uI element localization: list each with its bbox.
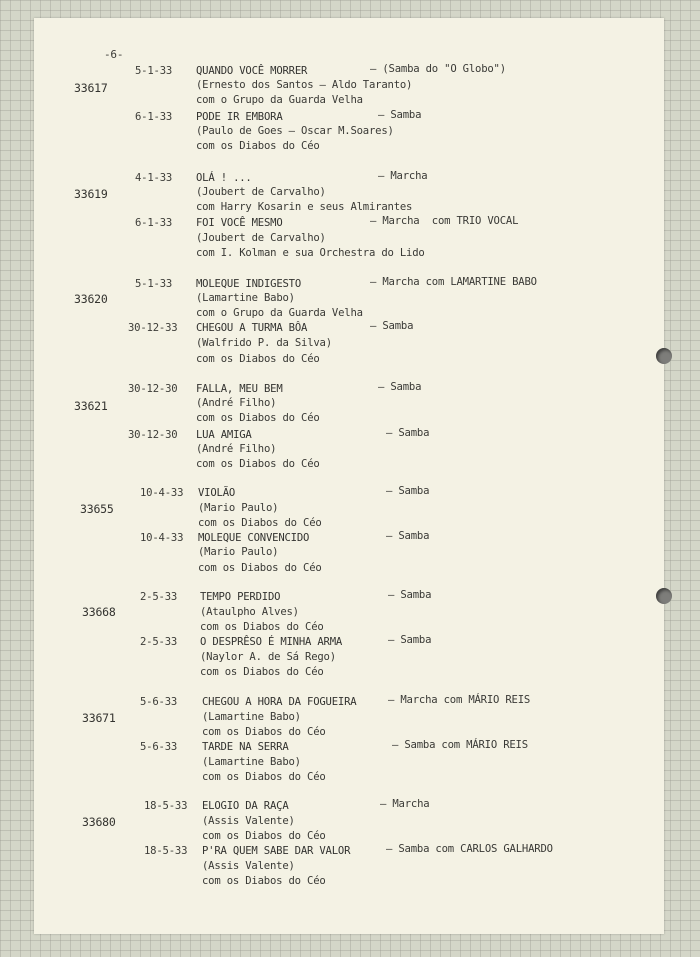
song-genre: – Samba [378, 109, 422, 121]
punch-hole [656, 588, 672, 604]
catalog-number: 33620 [74, 292, 108, 306]
song-performer: com I. Kolman e sua Orchestra do Lido [196, 247, 425, 259]
song-performer: com os Diabos do Céo [202, 771, 326, 783]
record-date: 5-6-33 [140, 741, 178, 753]
song-genre: – Marcha com TRIO VOCAL [370, 215, 519, 227]
record-date: 18-5-33 [144, 845, 188, 857]
song-authors: (Mario Paulo) [198, 502, 279, 514]
song-performer: com os Diabos do Céo [200, 666, 324, 678]
record-date: 6-1-33 [135, 111, 173, 123]
song-authors: (Ernesto dos Santos – Aldo Taranto) [196, 79, 413, 91]
record-date: 5-1-33 [135, 65, 173, 77]
song-authors: (André Filho) [196, 397, 277, 409]
song-authors: (Lamartine Babo) [196, 292, 295, 304]
catalog-number: 33668 [82, 605, 116, 619]
song-performer: com os Diabos do Céo [198, 562, 322, 574]
song-performer: com os Diabos do Céo [202, 726, 326, 738]
song-genre: – Samba [388, 589, 432, 601]
page-number: -6- [104, 48, 124, 61]
song-authors: (Naylor A. de Sá Rego) [200, 651, 336, 663]
song-performer: com os Diabos do Céo [196, 458, 320, 470]
song-authors: (Paulo de Goes – Oscar M.Soares) [196, 125, 394, 137]
record-date: 2-5-33 [140, 591, 178, 603]
song-performer: com os Diabos do Céo [196, 412, 320, 424]
song-title: O DESPRÊSO É MINHA ARMA [200, 636, 343, 648]
song-authors: (Ataulpho Alves) [200, 606, 299, 618]
catalog-number: 33619 [74, 187, 108, 201]
song-title: QUANDO VOCÊ MORRER [196, 65, 308, 77]
record-date: 30-12-33 [128, 322, 178, 334]
song-genre: – Marcha [380, 798, 430, 810]
song-performer: com os Diabos do Céo [196, 353, 320, 365]
song-title: TARDE NA SERRA [202, 741, 289, 753]
catalog-number: 33680 [82, 815, 116, 829]
song-authors: (Lamartine Babo) [202, 711, 301, 723]
song-performer: com o Grupo da Guarda Velha [196, 94, 363, 106]
song-authors: (Joubert de Carvalho) [196, 186, 326, 198]
song-genre: – Samba com MÁRIO REIS [392, 739, 528, 751]
song-genre: – Samba [370, 320, 414, 332]
typed-page [34, 18, 664, 934]
song-performer: com Harry Kosarin e seus Almirantes [196, 201, 413, 213]
record-date: 5-1-33 [135, 278, 173, 290]
song-genre: – (Samba do "O Globo") [370, 63, 506, 75]
song-authors: (André Filho) [196, 443, 277, 455]
song-genre: – Samba [388, 634, 432, 646]
song-title: OLÁ ! ... [196, 172, 252, 184]
song-performer: com os Diabos do Céo [200, 621, 324, 633]
song-performer: com o Grupo da Guarda Velha [196, 307, 363, 319]
song-title: TEMPO PERDIDO [200, 591, 281, 603]
record-date: 10-4-33 [140, 487, 184, 499]
record-date: 4-1-33 [135, 172, 173, 184]
song-title: FOI VOCÊ MESMO [196, 217, 283, 229]
song-authors: (Joubert de Carvalho) [196, 232, 326, 244]
song-title: P'RA QUEM SABE DAR VALOR [202, 845, 351, 857]
song-title: PODE IR EMBORA [196, 111, 283, 123]
catalog-number: 33617 [74, 81, 108, 95]
song-title: MOLEQUE INDIGESTO [196, 278, 302, 290]
song-genre: – Marcha [378, 170, 428, 182]
song-authors: (Walfrido P. da Silva) [196, 337, 332, 349]
song-performer: com os Diabos do Céo [202, 875, 326, 887]
song-genre: – Marcha com LAMARTINE BABO [370, 276, 537, 288]
record-date: 10-4-33 [140, 532, 184, 544]
song-genre: – Marcha com MÁRIO REIS [388, 694, 531, 706]
song-title: VIOLÃO [198, 487, 236, 499]
record-date: 6-1-33 [135, 217, 173, 229]
song-authors: (Lamartine Babo) [202, 756, 301, 768]
song-title: MOLEQUE CONVENCIDO [198, 532, 310, 544]
song-authors: (Assis Valente) [202, 860, 295, 872]
song-title: CHEGOU A TURMA BÔA [196, 322, 308, 334]
song-performer: com os Diabos do Céo [202, 830, 326, 842]
song-title: CHEGOU A HORA DA FOGUEIRA [202, 696, 357, 708]
song-title: LUA AMIGA [196, 429, 252, 441]
song-genre: – Samba com CARLOS GALHARDO [386, 843, 553, 855]
record-date: 30-12-30 [128, 383, 178, 395]
record-date: 5-6-33 [140, 696, 178, 708]
catalog-number: 33671 [82, 711, 116, 725]
punch-hole [656, 348, 672, 364]
song-title: ELOGIO DA RAÇA [202, 800, 289, 812]
record-date: 30-12-30 [128, 429, 178, 441]
song-title: FALLA, MEU BEM [196, 383, 283, 395]
record-date: 2-5-33 [140, 636, 178, 648]
song-authors: (Mario Paulo) [198, 546, 279, 558]
song-performer: com os Diabos do Céo [198, 517, 322, 529]
song-genre: – Samba [386, 427, 430, 439]
record-date: 18-5-33 [144, 800, 188, 812]
catalog-number: 33655 [80, 502, 114, 516]
song-genre: – Samba [378, 381, 422, 393]
song-genre: – Samba [386, 530, 430, 542]
catalog-number: 33621 [74, 399, 108, 413]
song-authors: (Assis Valente) [202, 815, 295, 827]
song-genre: – Samba [386, 485, 430, 497]
song-performer: com os Diabos do Céo [196, 140, 320, 152]
